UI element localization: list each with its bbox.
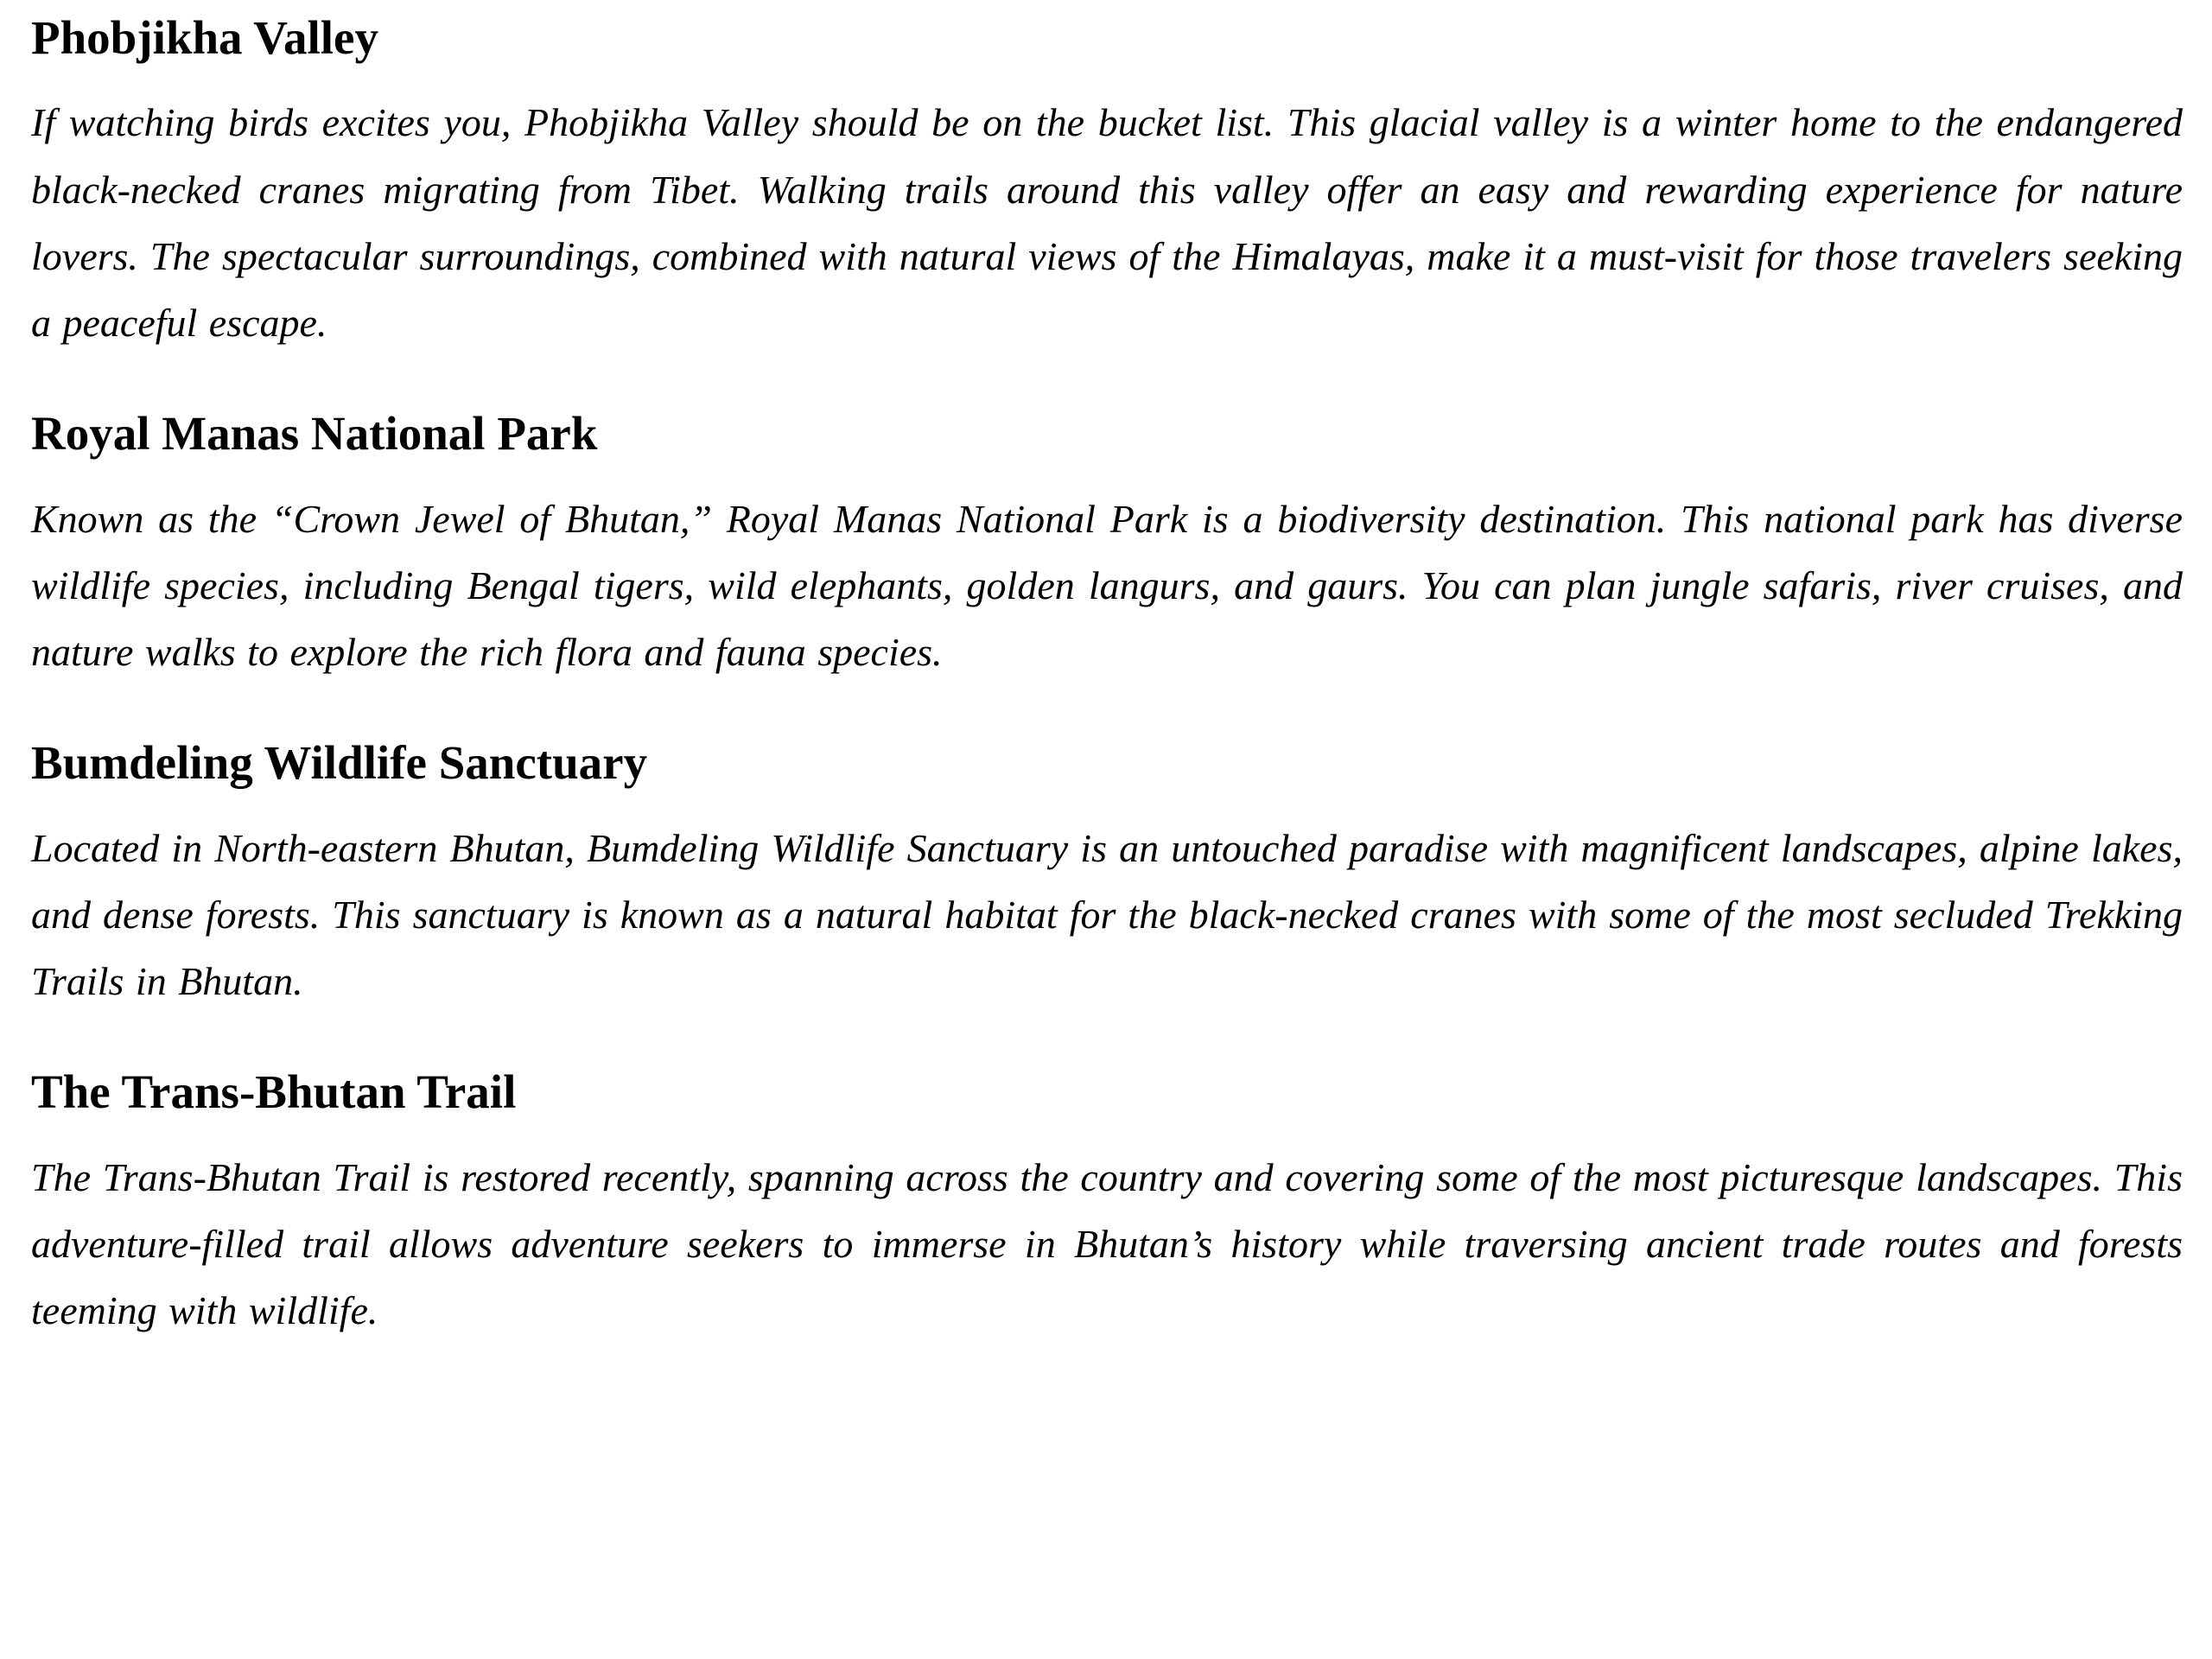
paragraph-phobjikha-valley: If watching birds excites you, Phobjikha Valley should be on the bucket list. This glacial valley is a winter home to the endangered black-necked cranes migrating from Tibet. Walking trails around this valley offer an easy and rewarding experience for nature lovers. The spectacular surroundings, combined with natural views of the Himalayas, make it a must-visit for those travelers seeking a peaceful escape. [31, 100, 2183, 346]
paragraph-trans-bhutan-trail: The Trans-Bhutan Trail is restored recently, spanning across the country and covering some of the most picturesque landscapes. This adventure-filled trail allows adventure seekers to immerse in Bhutan’s history while traversing ancient trade routes and forests teeming with wildlife. [31, 1154, 2183, 1333]
section-royal-manas-national-park [31, 406, 2183, 685]
section-phobjikha-valley [31, 10, 2183, 356]
section-bumdeling-wildlife-sanctuary [31, 735, 2183, 1014]
heading-phobjikha-valley: Phobjikha Valley [31, 11, 378, 64]
heading-trans-bhutan-trail: The Trans-Bhutan Trail [31, 1065, 517, 1119]
paragraph-bumdeling-wildlife-sanctuary: Located in North-eastern Bhutan, Bumdeling Wildlife Sanctuary is an untouched paradise with magnificent landscapes, alpine lakes, and dense forests. This sanctuary is known as a natural habitat for the black-necked cranes with some of the most secluded Trekking Trails in Bhutan. [31, 825, 2183, 1004]
heading-royal-manas-national-park: Royal Manas National Park [31, 407, 598, 461]
heading-bumdeling-wildlife-sanctuary: Bumdeling Wildlife Sanctuary [31, 736, 648, 790]
paragraph-royal-manas-national-park: Known as the “Crown Jewel of Bhutan,” Royal Manas National Park is a biodiversity destination. This national park has diverse wildlife species, including Bengal tigers, wild elephants, golden langurs, and gaurs. You can plan jungle safaris, river cruises, and nature walks to explore the rich flora and fauna species. [31, 496, 2183, 675]
section-trans-bhutan-trail [31, 1065, 2183, 1344]
